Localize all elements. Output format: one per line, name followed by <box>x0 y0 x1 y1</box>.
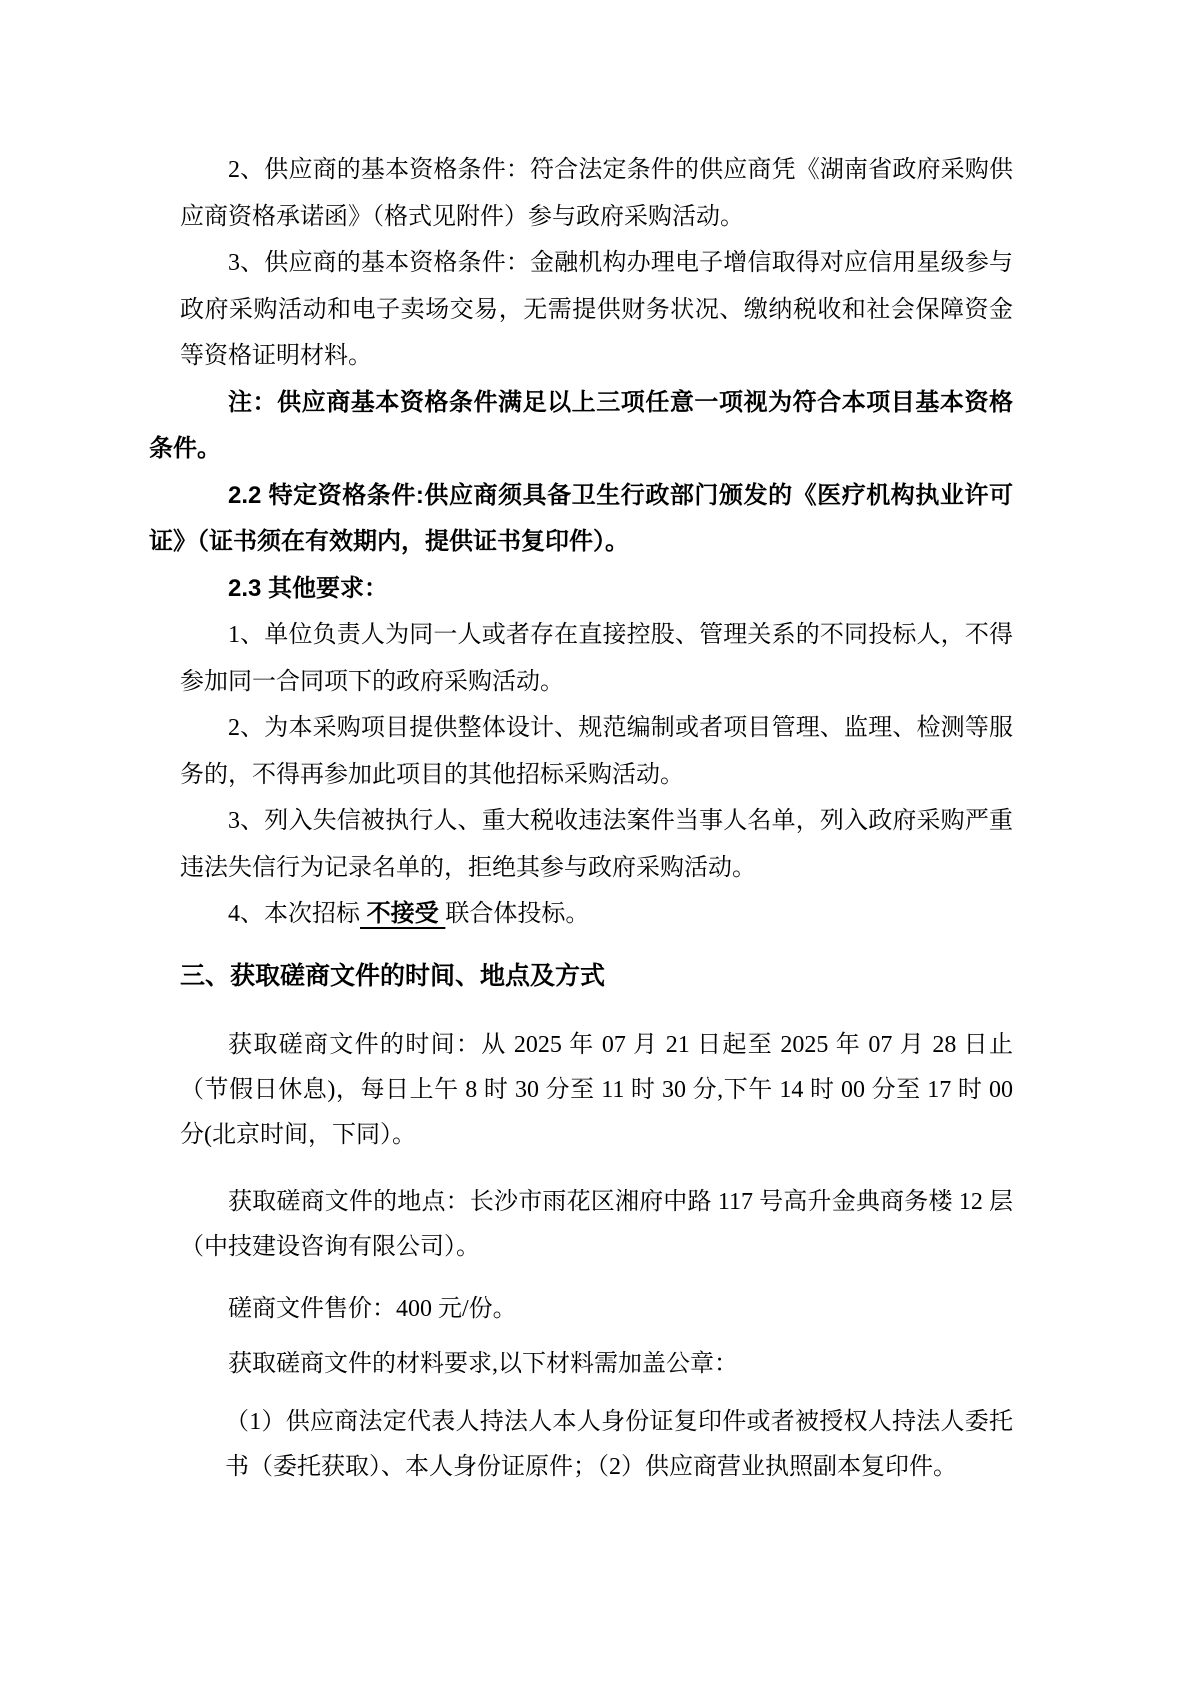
paragraph-other-requirement-4 <box>180 891 1013 938</box>
paragraph-other-requirement-3: 3、列入失信被执行人、重大税收违法案件当事人名单，列入政府采购严重违法失信行为记录名单的，拒绝其参与政府采购活动。 <box>180 808 1013 881</box>
paragraph-document-place: 获取磋商文件的地点：长沙市雨花区湘府中路 117 号高升金典商务楼 12 层（中技建设咨询有限公司）。 <box>180 1188 1013 1260</box>
joint-bid-prefix-text: 4、本次招标 <box>228 901 360 927</box>
paragraph-special-qualification-2-2: 2.2 特定资格条件:供应商须具备卫生行政部门颁发的《医疗机构执业许可证》（证书须在有效期内，提供证书复印件）。 <box>149 481 1013 555</box>
paragraph-document-price: 磋商文件售价：400 元/份。 <box>228 1295 517 1322</box>
paragraph-other-requirement-2: 2、为本采购项目提供整体设计、规范编制或者项目管理、监理、检测等服务的，不得再参加此项目的其他招标采购活动。 <box>180 715 1013 788</box>
paragraph-basic-qualification-3: 3、供应商的基本资格条件：金融机构办理电子增信取得对应信用星级参与政府采购活动和电子卖场交易，无需提供财务状况、缴纳税收和社会保障资金等资格证明材料。 <box>180 250 1013 369</box>
paragraph-other-requirements-heading-2-3: 2.3 其他要求： <box>228 574 389 602</box>
joint-bid-suffix-text: 联合体投标。 <box>445 901 590 927</box>
section-3-heading: 三、获取磋商文件的时间、地点及方式 <box>180 961 606 990</box>
paragraph-basic-qualification-2: 2、供应商的基本资格条件：符合法定条件的供应商凭《湖南省政府采购供应商资格承诺函》（格式见附件）参与政府采购活动。 <box>180 157 1013 230</box>
paragraph-document-material-requirements: 获取磋商文件的材料要求,以下材料需加盖公章： <box>228 1350 738 1377</box>
joint-bid-not-accepted-emphasis: 不接受 <box>360 900 446 927</box>
document-content <box>149 147 1013 1490</box>
paragraph-document-material-items: （1）供应商法定代表人持法人本人身份证复印件或者被授权人持法人委托书（委托获取）、本人身份证原件；（2）供应商营业执照副本复印件。 <box>225 1408 1013 1480</box>
paragraph-document-time: 获取磋商文件的时间：从 2025 年 07 月 21 日起至 2025 年 07 月 28 日止（节假日休息)，每日上午 8 时 30 分至 11 时 30 分,下午 14 时 00 分至 17 时 00 分(北京时间，下同）。 <box>180 1031 1013 1148</box>
paragraph-other-requirement-1: 1、单位负责人为同一人或者存在直接控股、管理关系的不同投标人，不得参加同一合同项下的政府采购活动。 <box>180 622 1013 695</box>
paragraph-note: 注：供应商基本资格条件满足以上三项任意一项视为符合本项目基本资格条件。 <box>149 388 1013 462</box>
